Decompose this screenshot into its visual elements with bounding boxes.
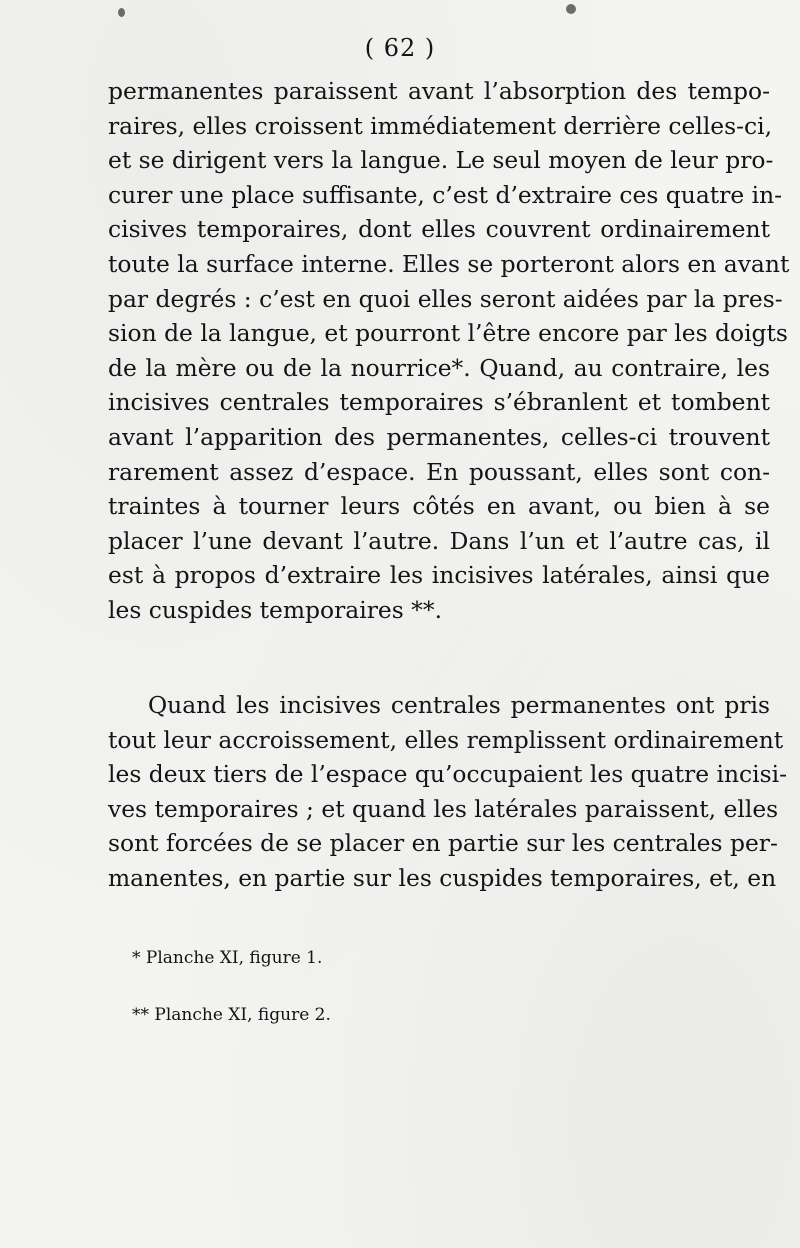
text-line: sion de la langue, et pourront l’être encore par les doigts: [108, 319, 788, 348]
paragraph-1: [108, 74, 790, 628]
text-line: rarement assez d’espace. En poussant, elles sont con-: [108, 457, 770, 486]
ink-spot: [118, 8, 125, 17]
text-line: les deux tiers de l’espace qu’occupaient les quatre incisi-: [108, 760, 788, 789]
text-line: toute la surface interne. Elles se porteront alors en avant: [108, 249, 790, 278]
footnote-text: ** Planche XI, figure 2.: [132, 1005, 331, 1025]
text-line: incisives centrales temporaires s’ébranlent et tombent: [108, 388, 770, 417]
text-line: tout leur accroissement, elles remplissent ordinairement: [108, 725, 784, 754]
text-line: les cuspides temporaires **.: [108, 595, 443, 624]
ink-spot: [566, 4, 576, 14]
text-line: ves temporaires ; et quand les latérales paraissent, elles: [108, 794, 779, 823]
text-line: de la mère ou de la nourrice*. Quand, au contraire, les: [108, 353, 770, 382]
paragraph-2: [108, 688, 788, 896]
text-line: manentes, en partie sur les cuspides temporaires, et, en: [108, 863, 777, 892]
text-line: curer une place suffisante, c’est d’extraire ces quatre in-: [108, 180, 783, 209]
footnote-text: * Planche XI, figure 1.: [132, 948, 323, 968]
text-line: placer l’une devant l’autre. Dans l’un et l’autre cas, il: [108, 526, 770, 555]
footnote-2: [132, 1005, 632, 1025]
text-line: raires, elles croissent immédiatement derrière celles-ci,: [108, 111, 773, 140]
text-line: est à propos d’extraire les incisives latérales, ainsi que: [108, 561, 770, 590]
footnote-1: [132, 948, 632, 968]
text-line: traintes à tourner leurs côtés en avant, ou bien à se: [108, 492, 770, 521]
text-line: cisives temporaires, dont elles couvrent ordinairement: [108, 215, 770, 244]
text-line: et se dirigent vers la langue. Le seul moyen de leur pro-: [108, 146, 774, 175]
text-line: sont forcées de se placer en partie sur les centrales per-: [108, 829, 778, 858]
page-number: ( 62 ): [364, 34, 436, 62]
text-line: par degrés : c’est en quoi elles seront aidées par la pres-: [108, 284, 783, 313]
text-line: avant l’apparition des permanentes, celles-ci trouvent: [108, 422, 770, 451]
text-line: permanentes paraissent avant l’absorption des tempo-: [108, 77, 770, 105]
text-line: Quand les incisives centrales permanentes ont pris: [148, 691, 770, 719]
